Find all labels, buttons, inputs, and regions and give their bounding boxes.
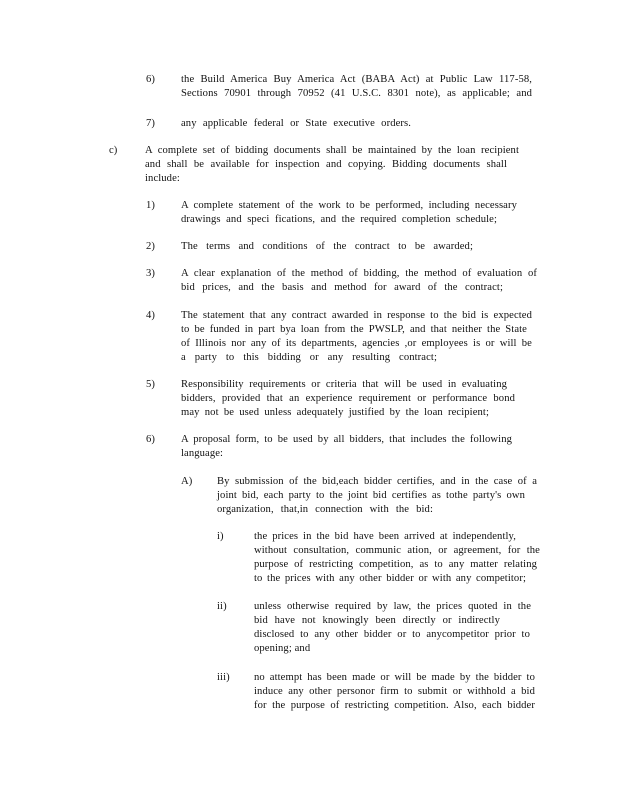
item-marker: c) xyxy=(109,145,118,156)
item-text xyxy=(181,378,515,420)
text-line: opening; and xyxy=(254,643,311,654)
item-text xyxy=(145,144,519,186)
item-text xyxy=(181,433,512,461)
text-line: purpose of restricting competition, as to any matter relating xyxy=(254,559,537,570)
item-marker: 4) xyxy=(146,310,156,321)
item-marker: iii) xyxy=(217,672,230,683)
text-line: to be funded in part bya loan from the PWSLP, and that neither the State xyxy=(181,324,527,335)
item-text xyxy=(181,117,411,131)
text-line: no attempt has been made or will be made by the bidder to xyxy=(254,672,535,683)
text-line: joint bid, each party to the joint bid certifies as tothe party's own xyxy=(217,490,525,501)
item-marker: 5) xyxy=(146,379,156,390)
text-line: A complete set of bidding documents shall be maintained by the loan recipient xyxy=(145,145,519,156)
text-line: a party to this bidding or any resulting contract; xyxy=(181,352,437,363)
text-line: of Illinois nor any of its departments, agencies ,or employees is or will be xyxy=(181,338,532,349)
text-line: may not be used unless adequately justified by the loan recipient; xyxy=(181,407,489,418)
text-line: organization, that,in connection with the bid: xyxy=(217,504,433,515)
text-line: and shall be available for inspection and copying. Bidding documents shall xyxy=(145,159,507,170)
text-line: induce any other personor firm to submit or withhold a bid xyxy=(254,686,535,697)
text-line: By submission of the bid,each bidder certifies, and in the case of a xyxy=(217,476,537,487)
item-marker: ii) xyxy=(217,601,227,612)
text-line: unless otherwise required by law, the prices quoted in the xyxy=(254,601,531,612)
text-line: A complete statement of the work to be performed, including necessary xyxy=(181,200,517,211)
item-text xyxy=(181,309,532,365)
text-line: without consultation, communic ation, or agreement, for the xyxy=(254,545,540,556)
item-marker: 7) xyxy=(146,118,156,129)
item-marker: 6) xyxy=(146,74,156,85)
item-text xyxy=(181,73,532,101)
item-text xyxy=(181,199,517,227)
item-marker: i) xyxy=(217,531,224,542)
text-line: drawings and speci fications, and the required completion schedule; xyxy=(181,214,497,225)
text-line: for the purpose of restricting competition. Also, each bidder xyxy=(254,700,535,711)
item-text xyxy=(217,475,537,517)
item-text xyxy=(181,240,473,254)
item-text xyxy=(181,267,537,295)
item-marker: 6) xyxy=(146,434,156,445)
text-line: A proposal form, to be used by all bidders, that includes the following xyxy=(181,434,512,445)
text-line: The terms and conditions of the contract to be awarded; xyxy=(181,241,473,252)
text-line: Sections 70901 through 70952 (41 U.S.C. 8301 note), as applicable; and xyxy=(181,88,532,99)
text-line: bidders, provided that an experience requirement or performance bond xyxy=(181,393,515,404)
text-line: The statement that any contract awarded in response to the bid is expected xyxy=(181,310,532,321)
item-text xyxy=(254,530,540,586)
text-line: the Build America Buy America Act (BABA Act) at Public Law 117-58, xyxy=(181,74,532,85)
item-text xyxy=(254,671,535,713)
item-marker: A) xyxy=(181,476,193,487)
text-line: Responsibility requirements or criteria that will be used in evaluating xyxy=(181,379,507,390)
text-line: bid prices, and the basis and method for award of the contract; xyxy=(181,282,503,293)
text-line: A clear explanation of the method of bidding, the method of evaluation of xyxy=(181,268,537,279)
text-line: disclosed to any other bidder or to anycompetitor prior to xyxy=(254,629,530,640)
item-marker: 3) xyxy=(146,268,156,279)
text-line: any applicable federal or State executive orders. xyxy=(181,118,411,129)
text-line: the prices in the bid have been arrived at independently, xyxy=(254,531,516,542)
text-line: bid have not knowingly been directly or indirectly xyxy=(254,615,500,626)
item-text xyxy=(254,600,531,656)
text-line: include: xyxy=(145,173,180,184)
item-marker: 1) xyxy=(146,200,156,211)
item-marker: 2) xyxy=(146,241,156,252)
text-line: language: xyxy=(181,448,224,459)
text-line: to the prices with any other bidder or with any competitor; xyxy=(254,573,526,584)
